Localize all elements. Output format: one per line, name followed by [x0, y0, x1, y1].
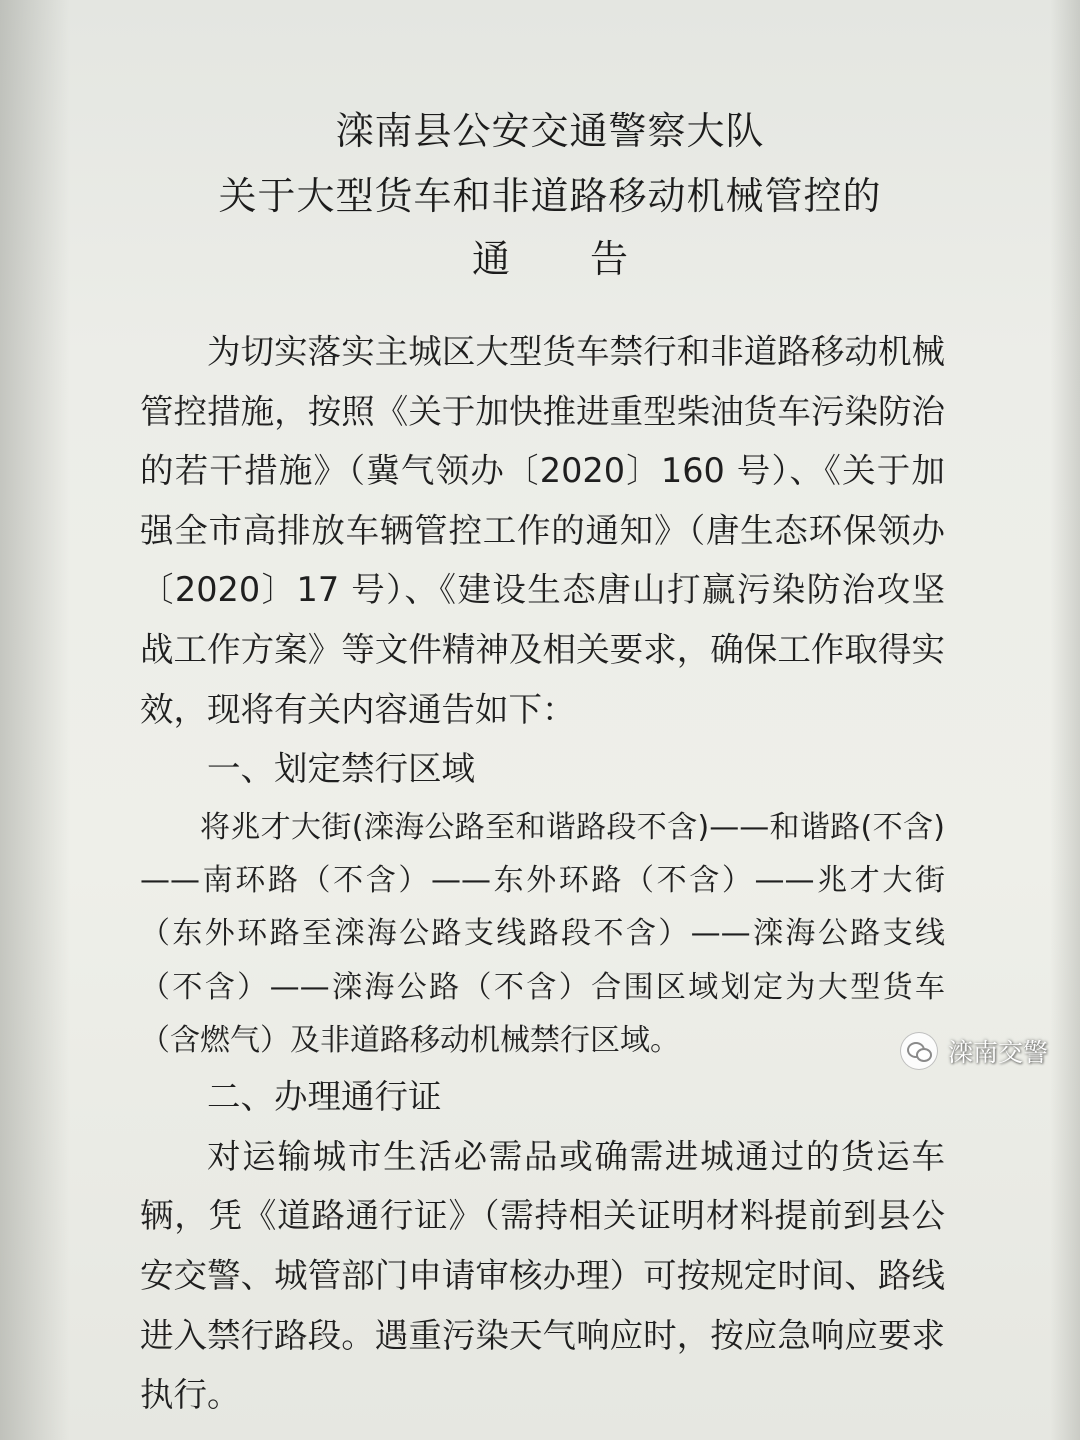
notice-body — [140, 322, 945, 1425]
section-2-heading: 二、办理通行证 — [207, 1077, 442, 1117]
section-1-paragraph: 将兆才大街(滦海公路至和谐路段不含)——和谐路(不含)——南环路（不含）——东外环路（不含）——兆才大街（东外环路至滦海公路支线路段不含）——滦海公路支线（不含）——滦海公路（不含）合围区域划定为大型货车（含燃气）及非道路移动机械禁行区域。 — [140, 809, 945, 1058]
watermark-label: 滦南交警 — [948, 1038, 1049, 1067]
section-2-paragraph: 对运输城市生活必需品或确需进城通过的货运车辆，凭《道路通行证》（需持相关证明材料提前到县公安交警、城管部门申请审核办理）可按规定时间、路线进入禁行路段。遇重污染天气响应时，按应急响应要求执行。 — [140, 1136, 945, 1415]
intro-paragraph: 为切实落实主城区大型货车禁行和非道路移动机械管控措施，按照《关于加快推进重型柴油货车污染防治的若干措施》（冀气领办〔2020〕160 号）、《关于加强全市高排放车辆管控工作的通知》（唐生态环保领办〔2020〕17 号）、《建设生态唐山打赢污染防治攻坚战工作方案》等文件精神及相关要求，确保工作取得实效，现将有关内容通告如下： — [140, 332, 945, 729]
title-line-2: 关于大型货车和非道路移动机械管控的 — [218, 174, 882, 218]
title-line-3: 通告 — [471, 237, 708, 281]
section-1-heading: 一、划定禁行区域 — [207, 749, 475, 789]
wechat-icon — [900, 1032, 938, 1070]
account-watermark — [900, 1032, 1048, 1070]
title-line-1: 滦南县公安交通警察大队 — [335, 109, 765, 153]
